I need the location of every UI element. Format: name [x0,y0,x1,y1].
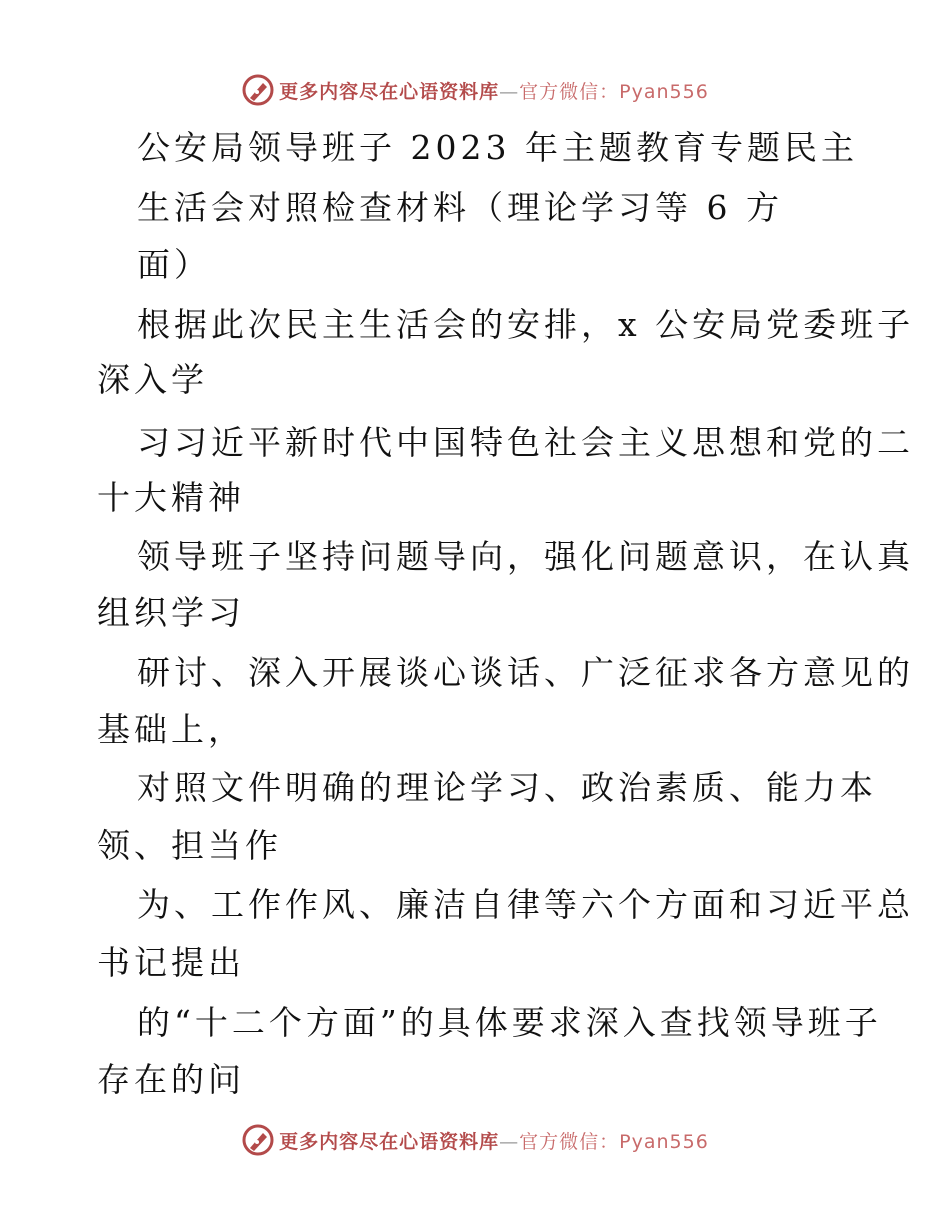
body-line: 为、工作作风、廉洁自律等六个方面和习近平总 [137,885,914,924]
body-line: 研讨、深入开展谈心谈话、广泛征求各方意见的 [137,653,914,692]
body-line: 组织学习 [97,593,245,632]
body-line: 对照文件明确的理论学习、政治素质、能力本 [137,768,877,807]
body-line: 基础上， [97,710,245,749]
pen-nib-icon [241,1123,275,1157]
title-line-3: 面） [137,245,211,284]
banner-text: 更多内容尽在心语资料库—官方微信：Pyan556 [279,80,709,103]
body-line: 领、担当作 [97,826,282,865]
body-line: 存在的问 [97,1060,245,1099]
body-line: 深入学 [97,360,208,399]
body-line: 习习近平新时代中国特色社会主义思想和党的二 [137,423,914,462]
title-line-2: 生活会对照检查材料（理论学习等 6 方 [137,188,783,227]
body-line: 书记提出 [97,943,245,982]
pen-nib-icon [241,73,275,107]
body-line: 十大精神 [97,478,245,517]
body-line: 根据此次民主生活会的安排，x 公安局党委班子 [137,305,915,344]
header-banner [0,70,950,110]
title-line-1: 公安局领导班子 2023 年主题教育专题民主 [137,128,858,167]
body-line: 领导班子坚持问题导向，强化问题意识，在认真 [137,537,914,576]
footer-banner [0,1120,950,1160]
body-line: 的“十二个方面”的具体要求深入查找领导班子 [137,1003,882,1042]
banner-text: 更多内容尽在心语资料库—官方微信：Pyan556 [279,1130,709,1153]
